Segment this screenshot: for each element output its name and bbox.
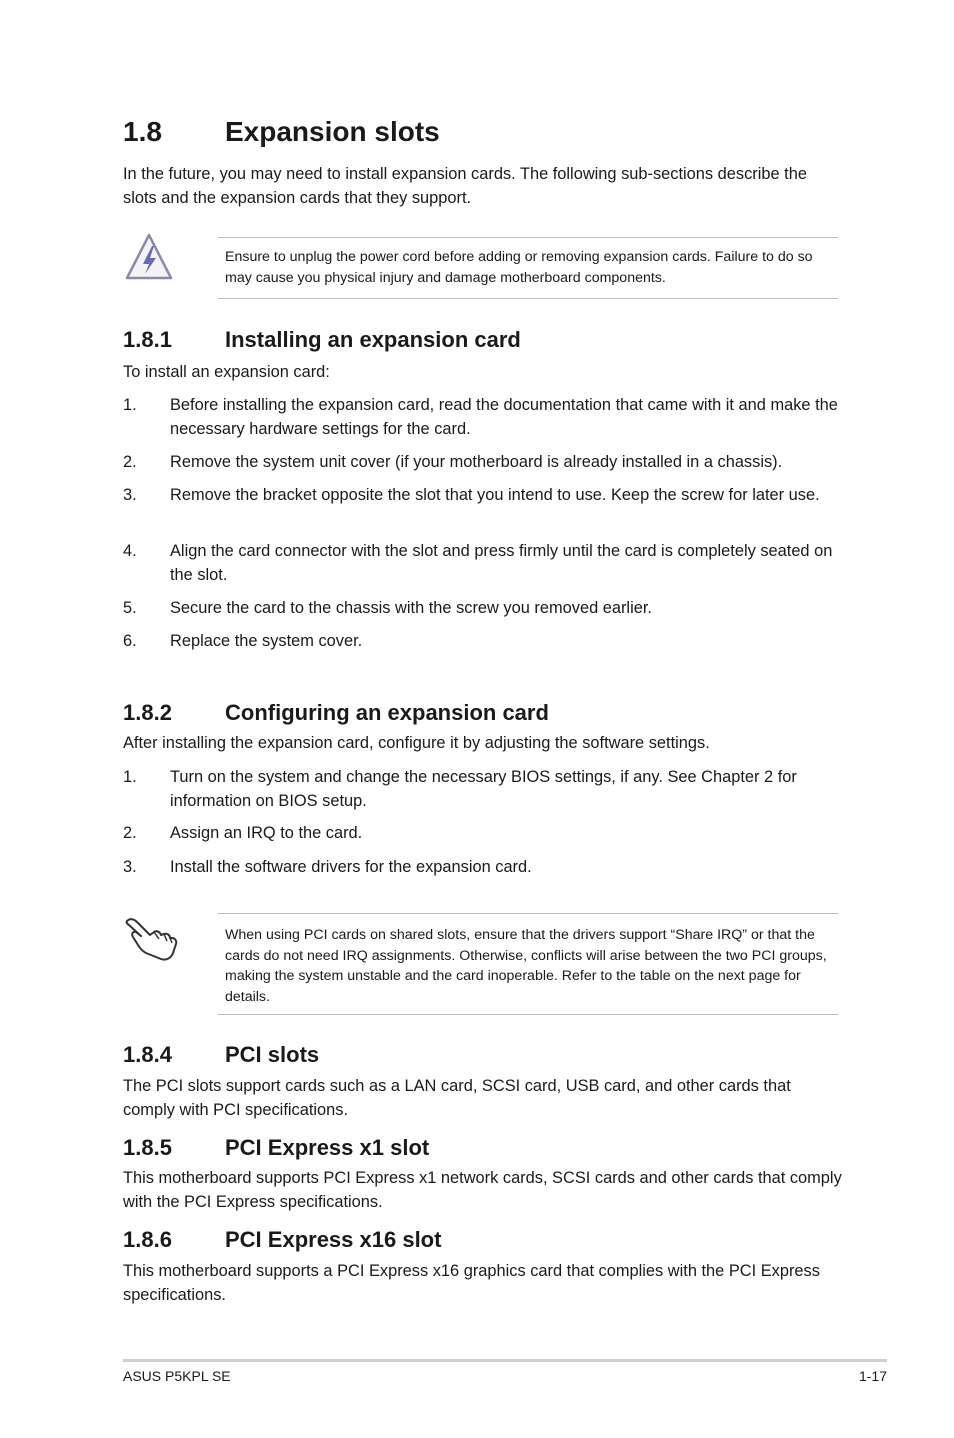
heading-number: 1.8.2 (123, 700, 172, 725)
step-number: 3. (123, 858, 137, 876)
heading-title: PCI Express x16 slot (225, 1227, 442, 1252)
pci-paragraph: The PCI slots support cards such as a LAN card, SCSI card, USB card, and other cards that comply with PCI specifications. (123, 1077, 791, 1119)
step-number: 5. (123, 599, 137, 617)
pointing-hand-icon (124, 915, 180, 963)
heading-pci-slots (123, 1042, 319, 1068)
page-number: 1-17 (858, 1368, 887, 1384)
heading-number: 1.8.1 (123, 327, 172, 352)
heading-title: Installing an expansion card (225, 327, 521, 352)
heading-installing (123, 327, 521, 353)
step-text: Install the software drivers for the expansion card. (170, 858, 532, 876)
step-number: 1. (123, 768, 137, 786)
heading-pcie-x1 (123, 1135, 429, 1161)
step-number: 3. (123, 486, 137, 504)
page-title (123, 116, 440, 148)
step-text: Replace the system cover. (170, 632, 363, 650)
step-text: Remove the bracket opposite the slot that you intend to use. Keep the screw for later use. (170, 486, 820, 504)
warning-text: Ensure to unplug the power cord before adding or removing expansion cards. Failure to do so may cause you physical injury and damage motherboard components. (225, 249, 813, 286)
step-number: 2. (123, 824, 137, 842)
heading-number: 1.8.4 (123, 1042, 172, 1067)
step-text: Align the card connector with the slot and press firmly until the card is completely seated on the slot. (170, 542, 833, 584)
step-number: 1. (123, 396, 137, 414)
heading-title: PCI Express x1 slot (225, 1135, 430, 1160)
heading-configuring (123, 700, 549, 726)
note-text: When using PCI cards on shared slots, ensure that the drivers support “Share IRQ” or that the cards do not need IRQ assignments. Otherwise, conflicts will arise between the two PCI groups, making the system unstable and the card inoperable. Refer to the table on the next page for details. (225, 927, 827, 1005)
warning-box (218, 237, 838, 299)
pcie-x1-paragraph: This motherboard supports PCI Express x1 network cards, SCSI cards and other cards that comply with the PCI Express specifications. (123, 1169, 842, 1211)
heading-title: Configuring an expansion card (225, 700, 549, 725)
section-number: 1.8 (123, 116, 162, 147)
footer-product: ASUS P5KPL SE (123, 1368, 231, 1384)
heading-title: PCI slots (225, 1042, 320, 1067)
pcie-x16-paragraph: This motherboard supports a PCI Express x16 graphics card that complies with the PCI Express specifications. (123, 1262, 820, 1304)
installing-lead: To install an expansion card: (123, 363, 330, 381)
step-text: Assign an IRQ to the card. (170, 824, 363, 842)
note-box (218, 913, 838, 1015)
footer-divider (123, 1359, 887, 1362)
step-number: 2. (123, 453, 137, 471)
step-number: 6. (123, 632, 137, 650)
heading-number: 1.8.5 (123, 1135, 172, 1160)
heading-pcie-x16 (123, 1227, 441, 1253)
step-number: 4. (123, 542, 137, 560)
configuring-lead: After installing the expansion card, configure it by adjusting the software settings. (123, 734, 710, 752)
step-text: Before installing the expansion card, read the documentation that came with it and make the necessary hardware settings for the card. (170, 396, 838, 438)
step-text: Turn on the system and change the necessary BIOS settings, if any. See Chapter 2 for information on BIOS setup. (170, 768, 797, 810)
heading-number: 1.8.6 (123, 1227, 172, 1252)
step-text: Secure the card to the chassis with the screw you removed earlier. (170, 599, 652, 617)
step-text: Remove the system unit cover (if your motherboard is already installed in a chassis). (170, 453, 783, 471)
section-title: Expansion slots (225, 116, 440, 147)
warning-lightning-icon (124, 232, 174, 282)
intro-paragraph: In the future, you may need to install expansion cards. The following sub-sections describe the slots and the expansion cards that they support. (123, 165, 807, 207)
